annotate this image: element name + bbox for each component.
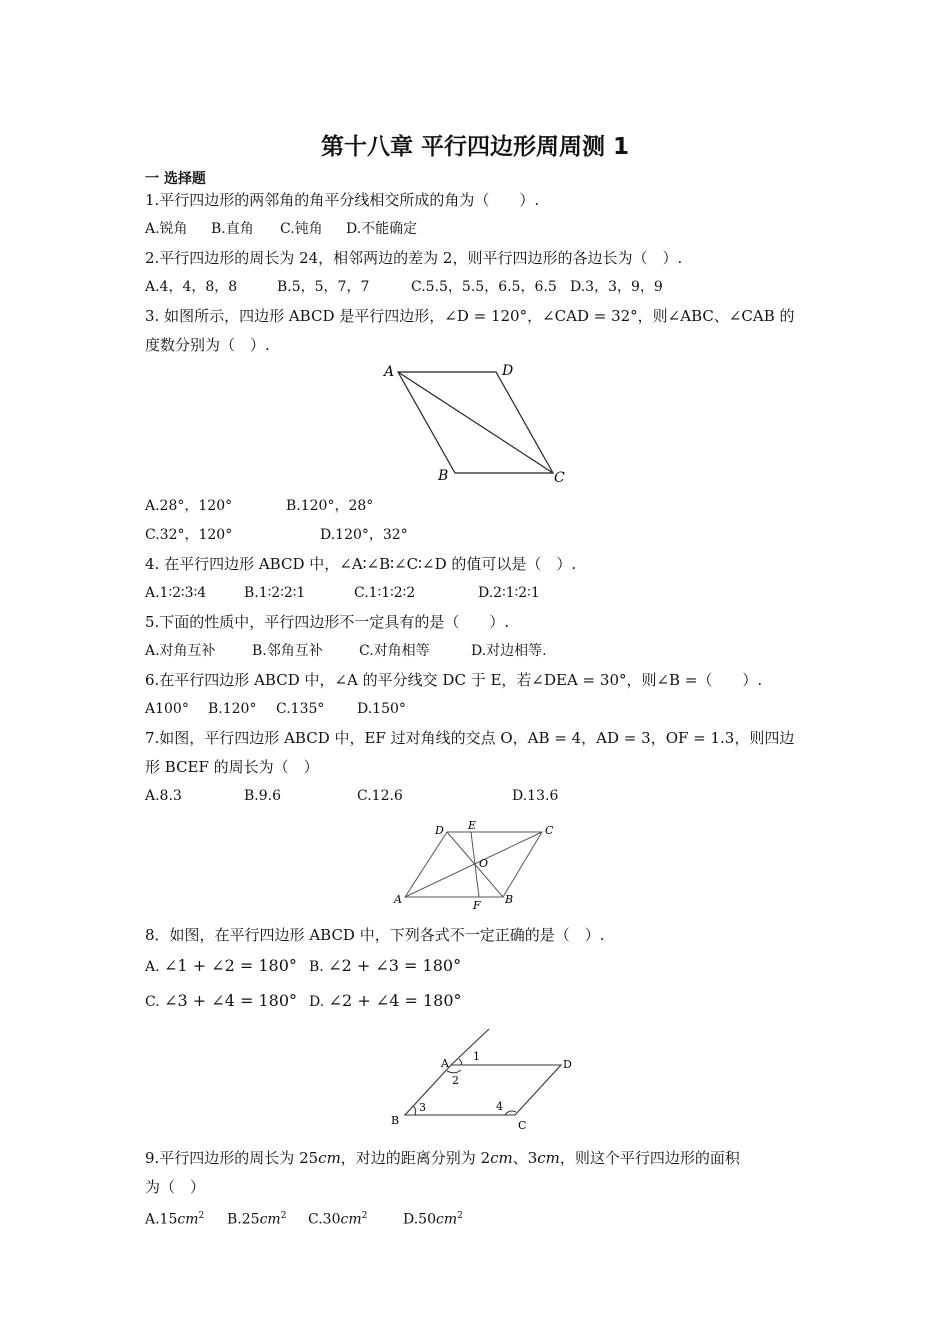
q9-option-b-value: B.25	[227, 1211, 260, 1228]
question-7-line-2: 形 BCEF 的周长为（ ）	[145, 758, 319, 776]
q9-option-c-sup: 2	[361, 1211, 368, 1221]
q9-text-a: 9.平行四边形的周长为 25	[145, 1149, 319, 1167]
q6-option-a: A100°	[145, 701, 189, 717]
q1-option-a: A.锐角	[145, 221, 188, 237]
q9-option-b	[227, 1206, 286, 1230]
q7-label-e: E	[468, 819, 477, 832]
q7-option-d: D.13.6	[512, 788, 559, 804]
question-1: 1.平行四边形的两邻角的角平分线相交所成的角为（ ）.	[145, 191, 540, 209]
page-title: 第十八章 平行四边形周周测 1	[320, 134, 630, 160]
q7-option-b: B.9.6	[244, 788, 282, 804]
q7-label-c: C	[545, 824, 554, 837]
q6-option-b: B.120°	[208, 701, 257, 717]
q9-option-d-unit: cm	[436, 1211, 458, 1228]
q9-unit-3: cm	[537, 1149, 560, 1167]
q8-label-4: 4	[496, 1100, 503, 1113]
q5-option-a: A.对角互补	[145, 643, 216, 659]
section-heading: 一 选择题	[145, 171, 206, 187]
q9-unit-1: cm	[318, 1149, 341, 1167]
q1-option-b: B.直角	[211, 221, 254, 237]
q8-angle-1-arc	[459, 1059, 462, 1065]
q9-option-a-unit: cm	[177, 1211, 199, 1228]
q8-label-2: 2	[452, 1074, 459, 1087]
q8-parallelogram	[405, 1065, 561, 1115]
q8-label-1: 1	[473, 1050, 480, 1063]
q8-option-a-expr: ∠1 + ∠2 = 180°	[164, 956, 297, 975]
q8-angle-3-arc	[413, 1106, 416, 1115]
q9-option-d-sup: 2	[457, 1211, 463, 1221]
q2-option-d: D.3，3，9，9	[570, 279, 663, 295]
q7-label-a: A	[394, 893, 402, 906]
q3-label-d: D	[502, 363, 514, 379]
q7-label-o: O	[479, 857, 489, 870]
q8-angle-4-arc	[505, 1111, 516, 1115]
q5-option-d: D.对边相等.	[471, 643, 547, 659]
q7-option-c: C.12.6	[357, 788, 403, 804]
question-9-line-2: 为（ ）	[145, 1178, 206, 1196]
q7-label-d: D	[435, 824, 444, 837]
q7-option-a: A.8.3	[145, 788, 182, 804]
q9-option-a-sup: 2	[198, 1211, 205, 1221]
q8-angle-2-arc	[447, 1070, 461, 1073]
q8-option-d	[309, 991, 462, 1012]
question-6: 6.在平行四边形 ABCD 中，∠A 的平分线交 DC 于 E，若∠DEA = 30°，则∠B =（ ）.	[145, 671, 763, 689]
q9-option-c-unit: cm	[340, 1211, 362, 1228]
q9-option-c	[308, 1206, 367, 1230]
q9-option-a	[145, 1206, 204, 1230]
q9-option-d-value: D.50	[403, 1211, 436, 1228]
q3-option-d: D.120°，32°	[320, 527, 408, 543]
q3-option-b: B.120°，28°	[286, 498, 374, 514]
q9-text-b: ，对边的距离分别为 2	[340, 1149, 491, 1167]
q6-option-c: C.135°	[276, 701, 325, 717]
question-5: 5.下面的性质中，平行四边形不一定具有的是（ ）.	[145, 613, 510, 631]
q9-text-c: 、3	[512, 1149, 538, 1167]
question-3-line-1: 3. 如图所示，四边形 ABCD 是平行四边形，∠D = 120°，∠CAD = 32°，则∠ABC、∠CAB 的	[145, 307, 795, 325]
q8-option-d-expr: ∠2 + ∠4 = 180°	[328, 991, 462, 1010]
q8-parallelogram-figure	[385, 1025, 580, 1137]
q1-option-d: D.不能确定	[346, 221, 418, 237]
q3-label-b: B	[438, 468, 449, 484]
q8-option-c	[145, 991, 297, 1012]
q4-option-d: D.2∶1∶2∶1	[478, 585, 540, 601]
q3-label-c: C	[554, 470, 565, 486]
q2-option-b: B.5，5，7，7	[277, 279, 370, 295]
q8-option-b-letter: B.	[309, 959, 324, 975]
q3-option-c: C.32°，120°	[145, 527, 233, 543]
q8-option-b	[309, 956, 461, 977]
q2-option-c: C.5.5，5.5，6.5，6.5	[411, 279, 557, 295]
q7-label-f: F	[473, 899, 481, 912]
q8-label-a: A	[441, 1057, 449, 1070]
q9-text-d: ，则这个平行四边形的面积	[559, 1149, 740, 1167]
q8-option-b-expr: ∠2 + ∠3 = 180°	[328, 956, 462, 975]
q4-option-b: B.1∶2∶2∶1	[244, 585, 306, 601]
q8-label-b: B	[391, 1114, 400, 1127]
q5-option-b: B.邻角互补	[252, 643, 323, 659]
q6-option-d: D.150°	[357, 701, 406, 717]
question-3-line-2: 度数分别为（ ）.	[145, 336, 270, 354]
q3-option-a: A.28°，120°	[145, 498, 233, 514]
q8-extension-line	[451, 1029, 489, 1065]
q3-diagonal-ac	[398, 372, 553, 473]
question-4: 4. 在平行四边形 ABCD 中，∠A∶∠B∶∠C∶∠D 的值可以是（ ）.	[145, 555, 577, 573]
q9-option-b-sup: 2	[280, 1211, 287, 1221]
q8-option-c-expr: ∠3 + ∠4 = 180°	[164, 991, 297, 1010]
q8-option-a	[145, 956, 297, 977]
question-9-line-1	[145, 1148, 740, 1168]
q9-option-d	[403, 1206, 463, 1230]
q8-label-d: D	[563, 1058, 572, 1071]
q7-segment-ef	[471, 832, 479, 897]
q8-label-c: C	[518, 1119, 527, 1132]
q9-unit-2: cm	[490, 1149, 513, 1167]
q8-option-a-letter: A.	[145, 959, 160, 975]
q3-label-a: A	[384, 364, 395, 380]
question-2: 2.平行四边形的周长为 24，相邻两边的差为 2，则平行四边形的各边长为（ ）.	[145, 249, 683, 267]
q4-option-a: A.1∶2∶3∶4	[145, 585, 207, 601]
q1-option-c: C.钝角	[280, 221, 323, 237]
q8-option-c-letter: C.	[145, 994, 160, 1010]
q9-option-a-value: A.15	[145, 1211, 178, 1228]
q8-label-3: 3	[419, 1101, 426, 1114]
question-7-line-1: 7.如图，平行四边形 ABCD 中，EF 过对角线的交点 O，AB = 4，AD = 3，OF = 1.3，则四边	[145, 729, 795, 747]
q8-option-d-letter: D.	[309, 994, 325, 1010]
q2-option-a: A.4，4，8，8	[145, 279, 238, 295]
q3-parallelogram-figure	[380, 358, 580, 488]
q9-option-b-unit: cm	[259, 1211, 281, 1228]
q7-parallelogram-figure	[390, 818, 565, 913]
question-8: 8．如图，在平行四边形 ABCD 中，下列各式不一定正确的是（ ）.	[145, 926, 605, 944]
q9-option-c-value: C.30	[308, 1211, 341, 1228]
q7-label-b: B	[505, 893, 514, 906]
q4-option-c: C.1∶1∶2∶2	[354, 585, 416, 601]
q5-option-c: C.对角相等	[359, 643, 430, 659]
